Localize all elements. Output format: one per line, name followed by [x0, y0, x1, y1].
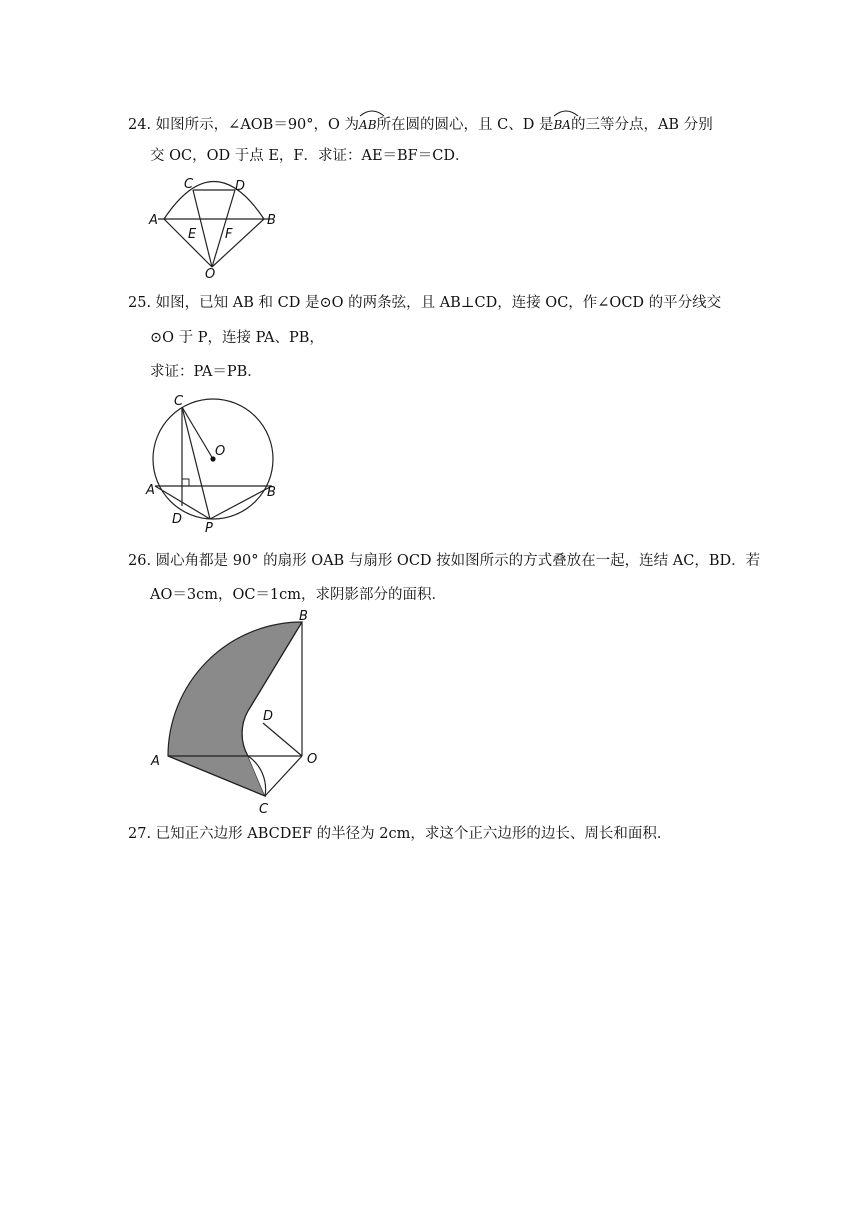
q24-text-a: 如图所示，∠AOB＝90°，O 为	[155, 117, 360, 133]
q24-label-o: O	[205, 267, 216, 278]
q24-label-c: C	[184, 177, 194, 192]
q27-number: 27.	[128, 826, 152, 842]
q25-line3: 求证：PA＝PB．	[150, 364, 262, 380]
q25-label-o: O	[215, 444, 226, 459]
q26-label-c: C	[259, 802, 269, 817]
shaded-region	[168, 622, 302, 796]
q24-label-d: D	[235, 179, 246, 194]
q25-label-c: C	[174, 394, 184, 409]
q24-label-f: F	[225, 227, 233, 242]
q24-label-b: B	[267, 213, 276, 228]
q26-line2: AO＝3cm，OC＝1cm，求阴影部分的面积．	[150, 587, 447, 603]
q26-label-a: A	[151, 754, 160, 769]
q25-diagram	[144, 392, 284, 538]
q25-text-1: 如图，已知 AB 和 CD 是⊙O 的两条弦，且 AB⊥CD，连接 OC，作∠OCD 的平分线交	[155, 295, 722, 311]
q24-line1	[128, 111, 713, 135]
q24-line2: 交 OC，OD 于点 E，F．求证：AE＝BF＝CD．	[150, 148, 470, 164]
q25-label-a: A	[146, 483, 155, 498]
q25-line2: ⊙O 于 P，连接 PA、PB，	[150, 330, 324, 346]
q26-label-d: D	[263, 709, 274, 724]
q25-label-b: B	[267, 485, 276, 500]
q26-text-1: 圆心角都是 90° 的扇形 OAB 与扇形 OCD 按如图所示的方式叠放在一起，连结 AC，BD．若	[155, 553, 761, 569]
q26-diagram	[146, 608, 326, 818]
q24-label-e: E	[188, 227, 197, 242]
q25-number: 25.	[128, 295, 152, 311]
q24-arc-ab: AB	[359, 111, 376, 135]
q25-figure	[144, 392, 284, 538]
q25-label-d: D	[172, 512, 183, 527]
q25-label-p: P	[205, 521, 213, 536]
q26-line1	[128, 551, 760, 571]
q24-number: 24.	[128, 117, 152, 133]
q26-figure	[146, 608, 326, 818]
q24-label-a: A	[149, 213, 158, 228]
arc-mark-icon	[359, 109, 385, 117]
arc-mark-icon	[553, 109, 579, 117]
q27-text-1: 已知正六边形 ABCDEF 的半径为 2cm，求这个正六边形的边长、周长和面积．	[155, 826, 672, 842]
q27-line1	[128, 824, 671, 844]
q24-diagram	[146, 174, 280, 278]
q24-text-c: 的三等分点，AB 分别	[570, 117, 713, 133]
right-angle-mark-icon	[182, 479, 189, 486]
q24-text-b: 所在圆的圆心，且 C、D 是	[376, 117, 554, 133]
q26-label-b: B	[299, 609, 308, 624]
q26-number: 26.	[128, 553, 152, 569]
q24-arc-ba: BA	[553, 111, 570, 135]
q24-figure	[146, 174, 280, 278]
q26-label-o: O	[307, 752, 318, 767]
q25-line1	[128, 293, 721, 313]
